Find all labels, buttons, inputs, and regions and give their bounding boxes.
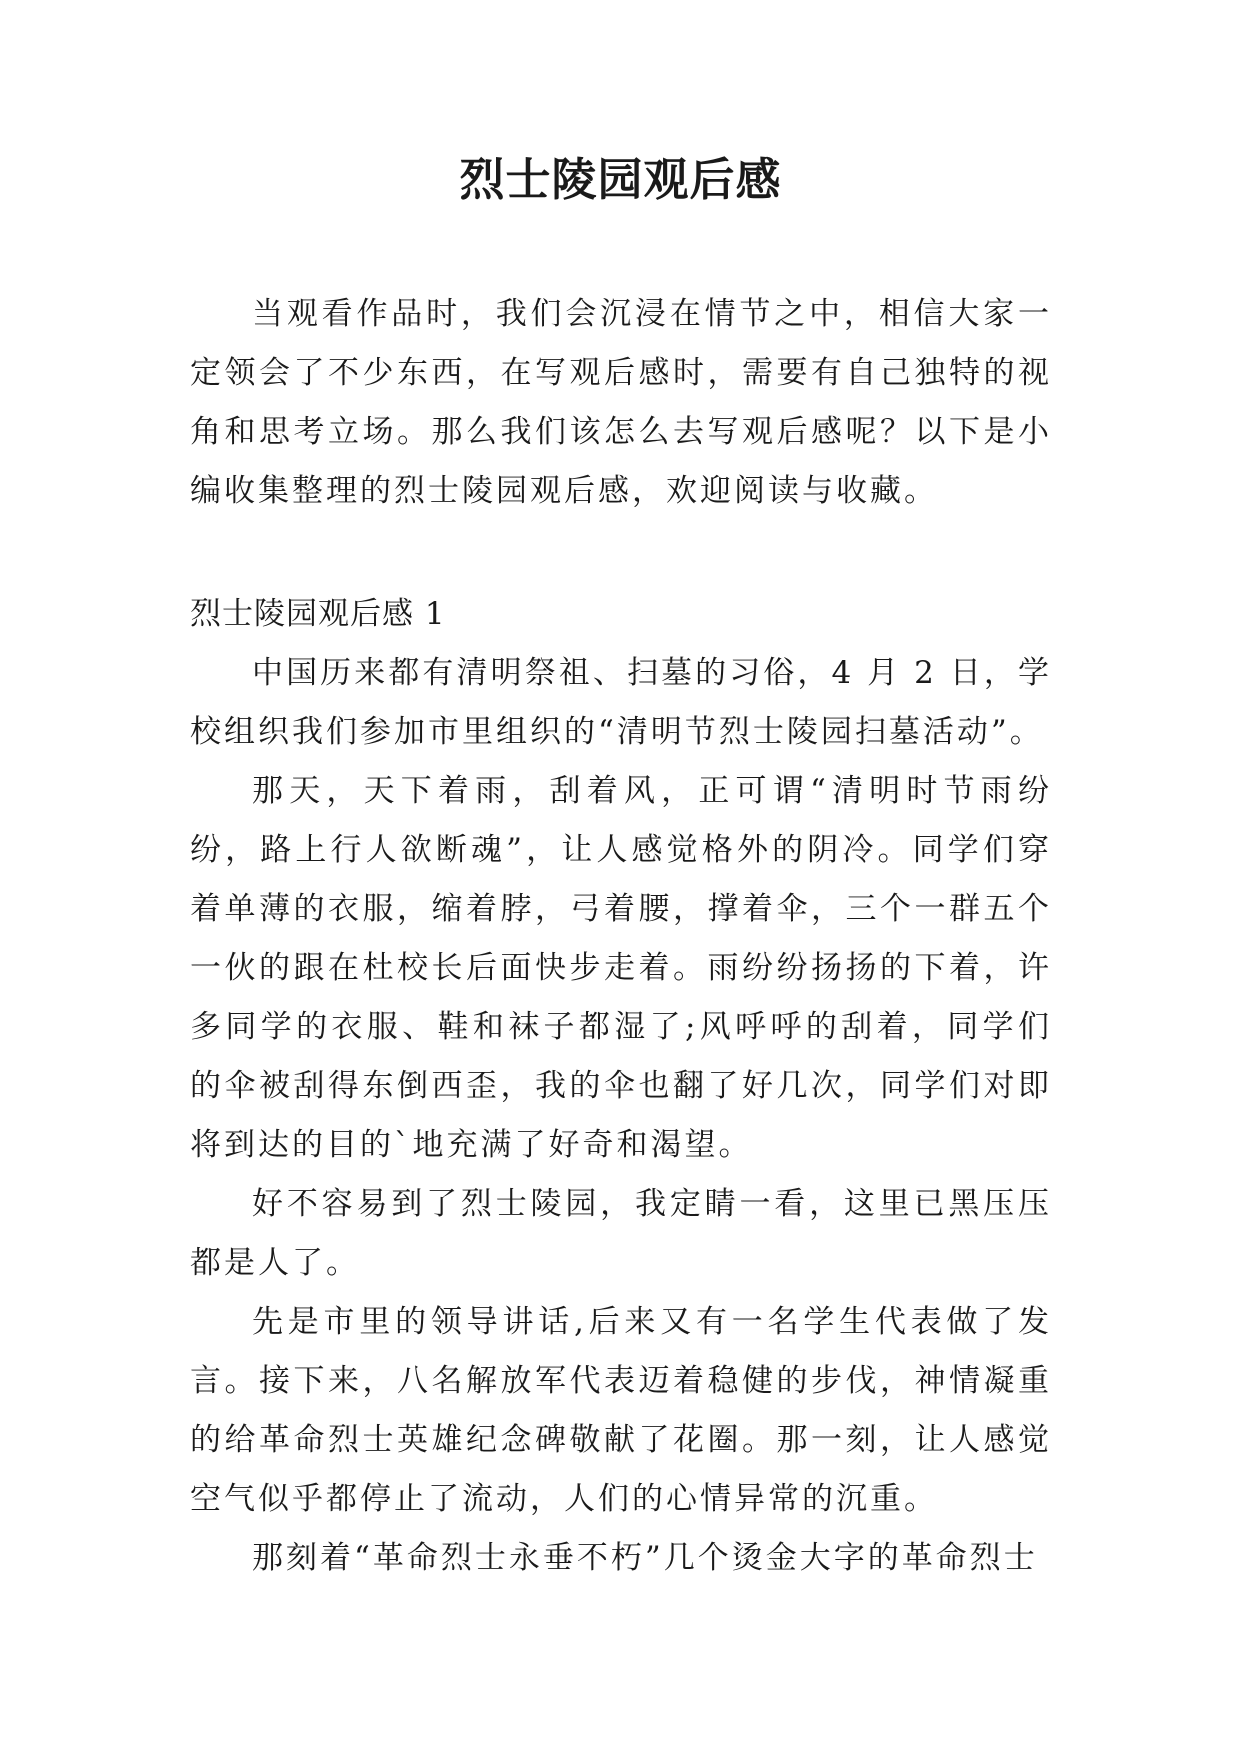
body-paragraph: 那刻着“革命烈士永垂不朽”几个烫金大字的革命烈士 [252, 1540, 1038, 1576]
body-paragraph: 先是市里的领导讲话,后来又有一名学生代表做了发言。接下来，八名解放军代表迈着稳健的步伐，神情凝重的给革命烈士英雄纪念碑敬献了花圈。那一刻，让人感觉空气似乎都停止了流动，人们的心情异常的沉重。 [190, 1304, 1052, 1517]
section-heading: 烈士陵园观后感 1 [190, 596, 446, 632]
document-body [190, 285, 1052, 1588]
document-title: 烈士陵园观后感 [459, 153, 782, 206]
body-paragraph: 中国历来都有清明祭祖、扫墓的习俗，4 月 2 日，学校组织我们参加市里组织的“清明节烈士陵园扫墓活动”。 [190, 655, 1052, 750]
intro-paragraph: 当观看作品时，我们会沉浸在情节之中，相信大家一定领会了不少东西，在写观后感时，需要有自己独特的视角和思考立场。那么我们该怎么去写观后感呢？以下是小编收集整理的烈士陵园观后感，欢迎阅读与收藏。 [190, 296, 1052, 509]
body-paragraph: 好不容易到了烈士陵园，我定睛一看，这里已黑压压都是人了。 [190, 1186, 1052, 1281]
section-spacer [190, 521, 1052, 585]
body-paragraph: 那天，天下着雨，刮着风，正可谓“清明时节雨纷纷，路上行人欲断魂”，让人感觉格外的阴冷。同学们穿着单薄的衣服，缩着脖，弓着腰，撑着伞，三个一群五个一伙的跟在杜校长后面快步走着。雨纷纷扬扬的下着，许多同学的衣服、鞋和袜子都湿了;风呼呼的刮着，同学们的伞被刮得东倒西歪，我的伞也翻了好几次，同学们对即将到达的目的`地充满了好奇和渴望。 [190, 773, 1052, 1163]
